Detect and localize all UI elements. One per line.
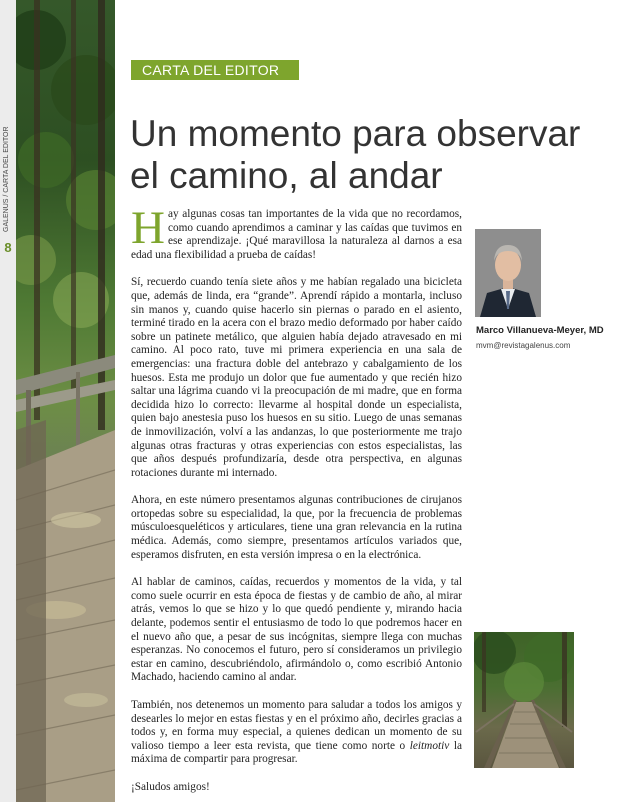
leitmotiv-term: leitmotiv [409,739,450,752]
closing-line: ¡Saludos amigos! [131,780,210,793]
page-title: Un momento para observar el camino, al andar [130,113,581,196]
drop-cap: H [131,202,165,254]
author-name: Marco Villanueva-Meyer, MD [476,325,604,336]
page-number: 8 [4,240,12,255]
paragraph-2: Sí, recuerdo cuando tenía siete años y me habían regalado una bicicleta que, además de linda, era “grande”. Aprendí rápido a montarla, incluso sin manos y, cuando quise hacerlo sin piernas o parado en el asiento, terminé tirado en la acera con el brazo medio deformado por haber caído sobre un patinete metálico, que alguien había dejado atravesado en mi camino. Al poco rato, tuve mi primera experiencia en una sala de emergencias: una fractura doble del antebrazo y cabalgamiento de los huesos. Esta me produjo un dolor que fue aumentado y que recién hizo saltar una lágrima cuando vi la preocupación de mi madre, que en forma decidida hizo lo correcto: llevarme al hospital donde un especialista, quien bajo anestesia puso los huesos en su sitio. Luego de unas semanas de inmovilización, volví a las andanzas, lo que posteriormente me trajo algunas otras fracturas y otras experiencias con estos especialistas, las que años después profundizaría, desde otra perspectiva, en algunas rotaciones durante mi internado. [131,276,462,479]
paragraph-4: Al hablar de caminos, caídas, recuerdos y momentos de la vida, y tal como suele ocurrir en esta época de fiestas y de cambio de año, al mirar atrás, vemos lo que se hizo y lo que quedó pendiente y, mirando hacia delante, podemos sentir el entusiasmo de todo lo que podremos hacer en el nuevo año que, a pesar de sus incógnitas, siempre llega con muchas esperanzas. No conocemos el futuro, pero sí consideramos un privilegio estar en camino, descubriéndolo, afirmándolo o, como escribió Antonio Machado, haciendo camino al andar. [131,576,462,684]
article-body [131,202,462,809]
author-email[interactable]: mvm@revistagalenus.com [476,341,571,350]
paragraph-5-text-b: la máxima de compartir para progresar. [131,739,462,766]
author-portrait [475,229,541,317]
paragraph-5-text-a: También, nos detenemos un momento para saludar a todos los amigos y desearles lo mejor en estas fiestas y en el próximo año, decirles gracias a todos y, en forma muy especial, a quienes dedican un momento de su valioso tiempo a leer esta revista, que tiene como norte o [131,699,462,752]
sidebar-band [0,0,16,802]
paragraph-1 [131,202,462,262]
forest-boardwalk-photo [16,0,115,802]
running-head-text: GALENUS / CARTA DEL EDITOR [3,126,10,232]
boardwalk-photo [474,632,574,768]
paragraph-5 [131,699,462,767]
section-tag: CARTA DEL EDITOR [131,60,299,80]
paragraph-1-text: ay algunas cosas tan importantes de la vida que no recordamos, como cuando aprendimos a caminar y las caídas que tuvimos en ese aprendizaje. ¡Qué maravillosa la naturaleza al darnos a esa edad una flexibilidad a prueba de caídas! [131,208,462,261]
paragraph-3: Ahora, en este número presentamos algunas contribuciones de cirujanos ortopedas sobre su especialidad, la que, por la frecuencia de problemas músculoesqueléticos y articulares, tiene una gran relevancia en la rutina médica. Además, como siempre, presentamos artículos variados que, esperamos disfruten, en esta versión impresa o en la electrónica. [131,494,462,561]
